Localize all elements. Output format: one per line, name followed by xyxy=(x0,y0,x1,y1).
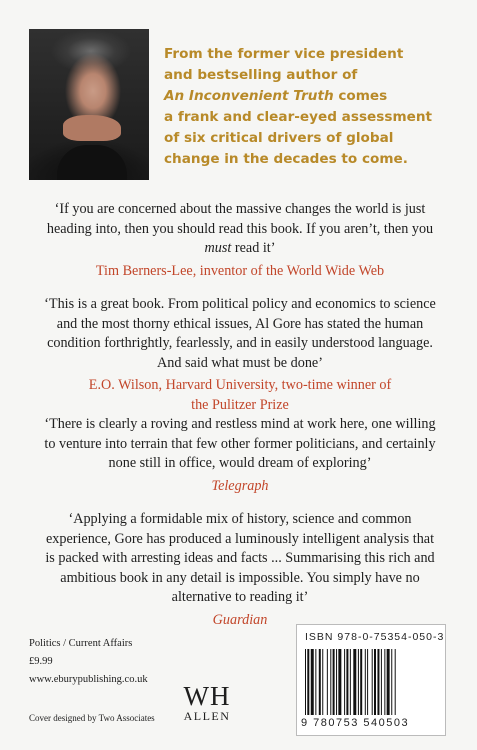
blurb-line-rest: comes xyxy=(333,88,388,104)
blurb-line: and bestselling author of xyxy=(164,67,358,83)
barcode-panel xyxy=(296,624,446,736)
quote-text: ‘This is a great book. From political policy and economics to science and the most thorny ethical issues, Al Gore has stated the human condition forthrightly, fearlessly, and in easily understood language. And said what must be done’ xyxy=(44,296,436,371)
blurb-line: a frank and clear-eyed assessment xyxy=(164,109,432,125)
quote-text: ‘There is clearly a roving and restless mind at work here, one willing to venture into terrain that few other former politicians, and certainly none still in office, would dream of exploring’ xyxy=(44,416,436,471)
quote-attribution: Telegraph xyxy=(211,477,269,494)
book-title: An Inconvenient Truth xyxy=(164,88,334,104)
quote-text: ‘If you are concerned about the massive changes the world is just heading into, then you should read this book. If you aren’t, then you xyxy=(46,201,434,237)
quote-attribution: Guardian xyxy=(212,611,268,628)
publisher-logo-mark: WH xyxy=(183,681,231,711)
barcode-icon xyxy=(305,649,437,715)
cover-blurb xyxy=(164,44,464,170)
quote-text: ‘Applying a formidable mix of history, science and common experience, Gore has produced a luminously intelligent analysis that is packed with arresting ideas and facts ... Summarising this rich and ambitious book in any detail is impossible. You simply have no alternative to reading it’ xyxy=(45,511,435,605)
category-label: Politics / Current Affairs xyxy=(29,638,133,649)
publisher-logo-name: ALLEN xyxy=(183,709,231,723)
barcode-number: 9 780753 540503 xyxy=(301,717,410,729)
quote-emphasis: must xyxy=(204,240,232,256)
quote-attribution: E.O. Wilson, Harvard University, two-time winner of the Pulitzer Prize xyxy=(88,377,392,413)
isbn-label: ISBN 978-0-75354-050-3 xyxy=(305,631,445,643)
blurb-line xyxy=(164,86,464,107)
cover-credit: Cover designed by Two Associates xyxy=(29,713,155,723)
quote-text-end: read it’ xyxy=(231,240,276,256)
review-quote xyxy=(40,510,440,630)
blurb-line: From the former vice president xyxy=(164,46,404,62)
review-quote xyxy=(40,200,440,281)
review-quote xyxy=(40,295,440,415)
blurb-line: of six critical drivers of global xyxy=(164,130,394,146)
author-photo-shirt xyxy=(57,145,127,180)
author-photo-hand xyxy=(63,115,121,141)
publisher-website: www.eburypublishing.co.uk xyxy=(29,674,148,685)
review-quote xyxy=(40,415,440,496)
book-meta xyxy=(29,635,148,689)
publisher-logo xyxy=(174,683,240,724)
author-photo xyxy=(29,29,149,180)
price-label: £9.99 xyxy=(29,656,53,667)
quote-attribution: Tim Berners-Lee, inventor of the World Wide Web xyxy=(95,262,385,279)
blurb-line: change in the decades to come. xyxy=(164,151,408,167)
